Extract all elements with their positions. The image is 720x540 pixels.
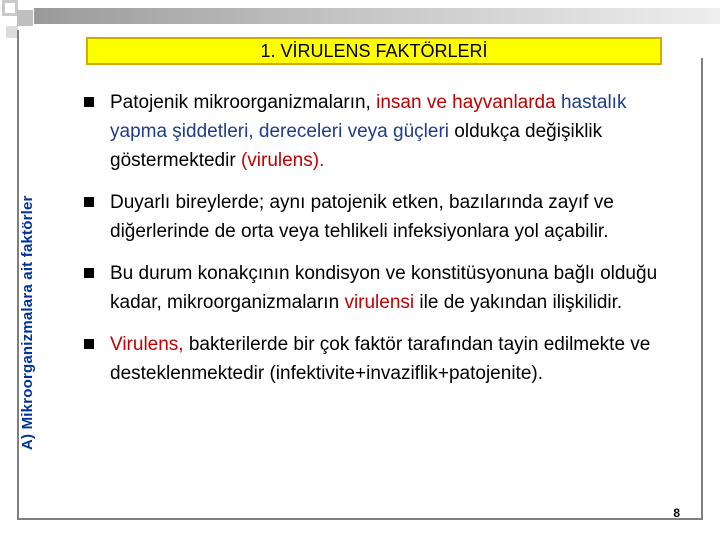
bullet-text <box>110 259 678 317</box>
bullet-text-segment: ile de yakından ilişkilidir. <box>414 292 623 313</box>
frame-right-line <box>701 58 703 520</box>
square-bullet-icon <box>84 339 94 349</box>
bullet-text <box>110 188 678 246</box>
bullet-text-segment: oldukça değişiklik göstermektedir <box>110 121 603 171</box>
bullet-item <box>78 88 678 175</box>
bullet-item <box>78 188 678 246</box>
square-bullet-icon <box>84 197 94 207</box>
frame-bottom-line <box>17 518 703 520</box>
page-number: 8 <box>673 506 680 520</box>
slide-title <box>86 37 662 65</box>
bullet-item <box>78 330 678 388</box>
square-bullet-icon <box>84 268 94 278</box>
square-bullet-icon <box>84 97 94 107</box>
bullet-text-segment: Bu durum konakçının kondisyon ve konstitüsyonuna bağlı olduğu kadar, mikroorganizmaların <box>110 263 658 313</box>
bullet-text <box>110 330 678 388</box>
bullet-text-segment: virulensi <box>344 292 415 313</box>
bullet-text-segment: Patojenik mikroorganizmaların, <box>110 92 377 113</box>
bullet-item <box>78 259 678 317</box>
decorative-square <box>17 10 33 26</box>
bullet-text-segment: Duyarlı bireylerde; aynı patojenik etken, bazılarında zayıf ve diğerlerinde de orta veya tehlikeli infeksiyonlara yol açabilir. <box>110 192 614 242</box>
bullet-list <box>78 88 678 401</box>
decorative-square <box>2 0 18 16</box>
bullet-text-segment: (virulens). <box>240 150 325 171</box>
bullet-text-segment: insan ve hayvanlarda <box>376 92 556 113</box>
header-gradient-bar <box>34 8 720 24</box>
slide-title-text: 1. VİRULENS FAKTÖRLERİ <box>260 40 488 61</box>
side-label: A) Mikroorganizmalara ait faktörler <box>19 195 36 450</box>
bullet-text-segment: bakterilerde bir çok faktör tarafından tayin edilmekte ve desteklenmektedir (infektivite+invaziflik+patojenite). <box>110 334 651 384</box>
bullet-text-segment: Virulens, <box>110 334 189 355</box>
bullet-text-segment: hastalık yapma şiddetleri, dereceleri veya güçleri <box>110 92 627 142</box>
bullet-text <box>110 88 678 175</box>
